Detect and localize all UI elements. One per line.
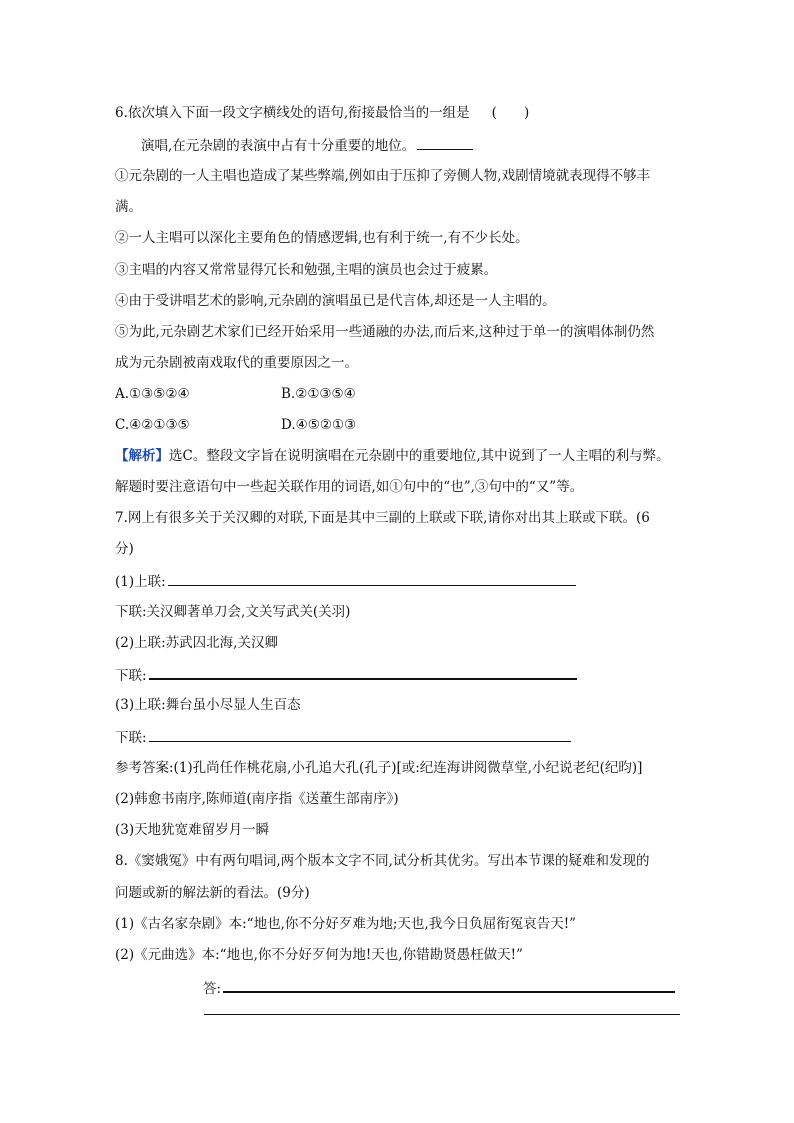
q7-pair2-lower-blank xyxy=(149,664,577,680)
q6-sentence-1b: 满。 xyxy=(115,199,142,215)
q7-pair1-upper-label: (1)上联: xyxy=(115,574,166,590)
q6-passage xyxy=(141,135,473,156)
q7-answer-2: (2)韩愈书南序,陈师道(南序指《送董生部南序》) xyxy=(115,791,399,807)
q6-option-b: B.②①③⑤④ xyxy=(281,386,356,402)
q6-analysis-text: 选C。整段文字旨在说明演唱在元杂剧中的重要地位,其中说到了一人主唱的利与弊。 xyxy=(169,448,670,464)
q8-stem-cont: 问题或新的解法新的看法。(9分) xyxy=(115,885,310,901)
q7-pair2-lower-label: 下联: xyxy=(115,668,147,684)
q7-answer-3: (3)天地犹宽难留岁月一瞬 xyxy=(115,822,270,838)
q7-stem-cont: 分) xyxy=(115,541,134,557)
q8-answer-blank-2 xyxy=(204,1014,680,1015)
q7-pair2-upper: (2)上联:苏武囚北海,关汉卿 xyxy=(115,635,278,651)
q8-answer xyxy=(203,977,675,999)
q7-stem: 7.网上有很多关于关汉卿的对联,下面是其中三副的上联或下联,请你对出其上联或下联。(6 xyxy=(115,510,650,526)
q6-sentence-5a: ⑤为此,元杂剧艺术家们已经开始采用一些通融的办法,而后来,这种过于单一的演唱体制仍然 xyxy=(115,324,655,340)
q7-pair3-lower-blank xyxy=(149,727,571,742)
q7-pair2-lower xyxy=(115,664,577,686)
q8-version-1: (1)《古名家杂剧》本:“地也,你不分好歹难为地;天也,我今日负屈衔冤哀告天!” xyxy=(115,916,577,932)
q7-answer-1: 参考答案:(1)孔尚任作桃花扇,小孔追大孔(孔子)[或:纪连海讲阅微草堂,小纪说老纪(纪昀)] xyxy=(115,760,643,776)
q6-sentence-3: ③主唱的内容又常常显得冗长和勉强,主唱的演员也会过于疲累。 xyxy=(115,262,498,278)
q6-option-c: C.④②①③⑤ xyxy=(115,417,190,433)
q8-answer-label: 答: xyxy=(203,981,222,997)
q7-pair1-upper xyxy=(115,571,576,592)
q8-stem: 8.《窦娥冤》中有两句唱词,两个版本文字不同,试分析其优劣。写出本节课的疑难和发现的 xyxy=(115,853,650,869)
q7-pair3-lower-label: 下联: xyxy=(115,730,147,746)
q8-answer-blank-1 xyxy=(223,977,675,993)
q6-passage-text: 演唱,在元杂剧的表演中占有十分重要的地位。 xyxy=(141,138,416,154)
q6-option-d: D.④⑤②①③ xyxy=(281,417,357,433)
q6-analysis xyxy=(115,446,670,466)
q6-option-a: A.①③⑤②④ xyxy=(115,386,190,402)
q6-stem xyxy=(115,103,529,123)
q6-analysis-cont: 解题时要注意语句中一些起关联作用的词语,如①句中的“也”,③句中的“又”等。 xyxy=(115,479,584,495)
q6-analysis-tag: 【解析】 xyxy=(115,448,169,464)
q8-version-2: (2)《元曲选》本:“地也,你不分好歹何为地!天也,你错勘贤愚枉做天!” xyxy=(115,947,523,963)
q6-stem-text: 6.依次填入下面一段文字横线处的语句,衔接最恰当的一组是 xyxy=(115,105,470,121)
q7-pair1-upper-blank xyxy=(168,571,576,586)
q6-sentence-4: ④由于受讲唱艺术的影响,元杂剧的演唱虽已是代言体,却还是一人主唱的。 xyxy=(115,293,556,309)
q7-pair1-lower: 下联:关汉卿著单刀会,文关写武关(关羽) xyxy=(115,604,351,620)
q6-sentence-5b: 成为元杂剧被南戏取代的重要原因之一。 xyxy=(115,355,358,371)
q6-sentence-1a: ①元杂剧的一人主唱也造成了某些弊端,例如由于压抑了旁侧人物,戏剧情境就表现得不够丰 xyxy=(115,168,651,184)
q6-answer-paren: ( ) xyxy=(491,105,530,121)
q6-sentence-2: ②一人主唱可以深化主要角色的情感逻辑,也有利于统一,有不少长处。 xyxy=(115,230,529,246)
q7-pair3-lower xyxy=(115,727,571,748)
q7-pair3-upper: (3)上联:舞台虽小尽显人生百态 xyxy=(115,697,301,713)
q6-passage-blank xyxy=(417,135,473,150)
